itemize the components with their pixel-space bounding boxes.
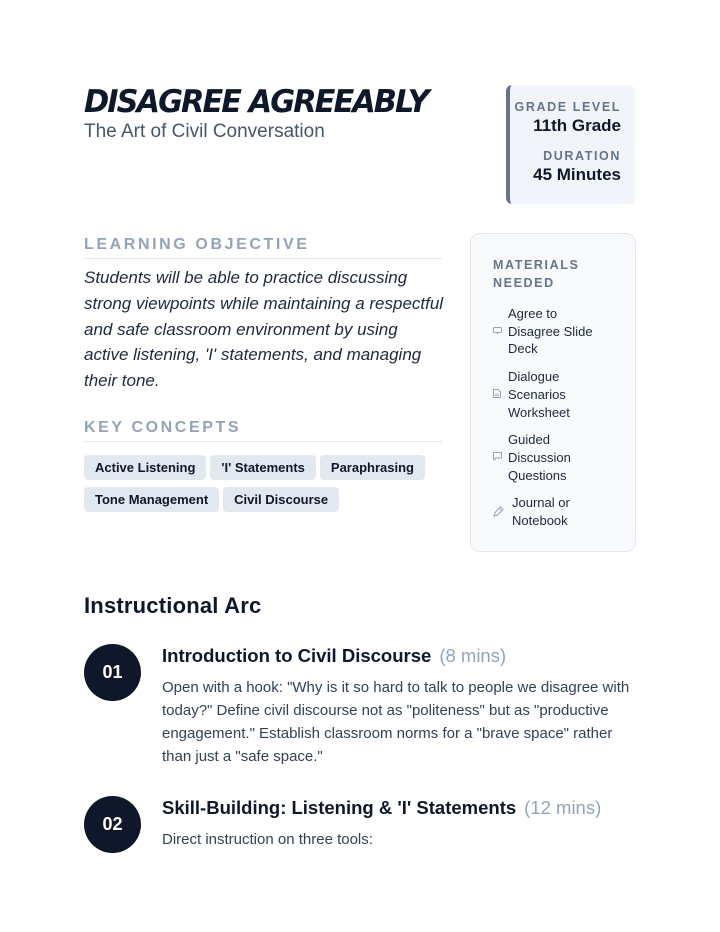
material-label: Journal or Notebook: [512, 495, 570, 529]
step-description: Direct instruction on three tools:: [162, 831, 373, 848]
document-icon: [493, 389, 508, 400]
key-concepts-list: [84, 455, 449, 519]
concept-chip: 'I' Statements: [210, 455, 315, 480]
step-content: [162, 796, 642, 851]
material-item: [493, 431, 619, 484]
grade-level-label: GRADE LEVEL: [514, 100, 621, 114]
objective-text: Students will be able to practice discussing strong viewpoints while maintaining a respectful and safe classroom environment by using active listening, 'I' statements, and managing their tone.: [84, 268, 444, 391]
slides-icon: [493, 327, 508, 337]
chat-icon: [493, 452, 508, 463]
step-number-badge: 02: [84, 796, 141, 853]
lesson-subtitle: The Art of Civil Conversation: [84, 121, 325, 142]
grade-level-value: 11th Grade: [533, 116, 621, 135]
concept-chip: Paraphrasing: [320, 455, 425, 480]
step-title: Skill-Building: Listening & 'I' Statements: [162, 797, 517, 818]
objective-heading: LEARNING OBJECTIVE: [84, 236, 442, 259]
instructional-arc-heading: Instructional Arc: [84, 593, 262, 618]
step-description: Open with a hook: "Why is it so hard to talk to people we disagree with today?" Define civil discourse not as "politeness" but as "productive engagement." Establish classroom norms for a "brave space" rather than just a "safe space.": [162, 679, 630, 765]
material-label: Agree to Disagree Slide Deck: [508, 306, 593, 357]
material-item: [493, 368, 619, 421]
materials-card: [470, 233, 636, 552]
materials-heading: MATERIALS NEEDED: [493, 258, 580, 290]
step-heading: [162, 644, 642, 668]
pencil-icon: [493, 506, 512, 519]
material-label: Dialogue Scenarios Worksheet: [508, 369, 570, 420]
material-label: Guided Discussion Questions: [508, 432, 571, 483]
duration-label: DURATION: [543, 149, 621, 163]
step-duration: (12 mins): [524, 797, 602, 818]
concept-chip: Active Listening: [84, 455, 206, 480]
step-content: [162, 644, 642, 768]
material-item: [493, 305, 619, 358]
material-item: [493, 494, 619, 529]
key-concepts-heading: KEY CONCEPTS: [84, 419, 442, 442]
step-heading: [162, 796, 642, 820]
duration-value: 45 Minutes: [533, 165, 621, 184]
concept-chip: Civil Discourse: [223, 487, 339, 512]
step-title: Introduction to Civil Discourse: [162, 645, 432, 666]
step-duration: (8 mins): [439, 645, 507, 666]
concept-chip: Tone Management: [84, 487, 219, 512]
lesson-meta-card: [506, 85, 635, 204]
lesson-title: DISAGREE AGREEABLY: [84, 84, 428, 120]
materials-list: [493, 305, 619, 530]
step-number-badge: 01: [84, 644, 141, 701]
